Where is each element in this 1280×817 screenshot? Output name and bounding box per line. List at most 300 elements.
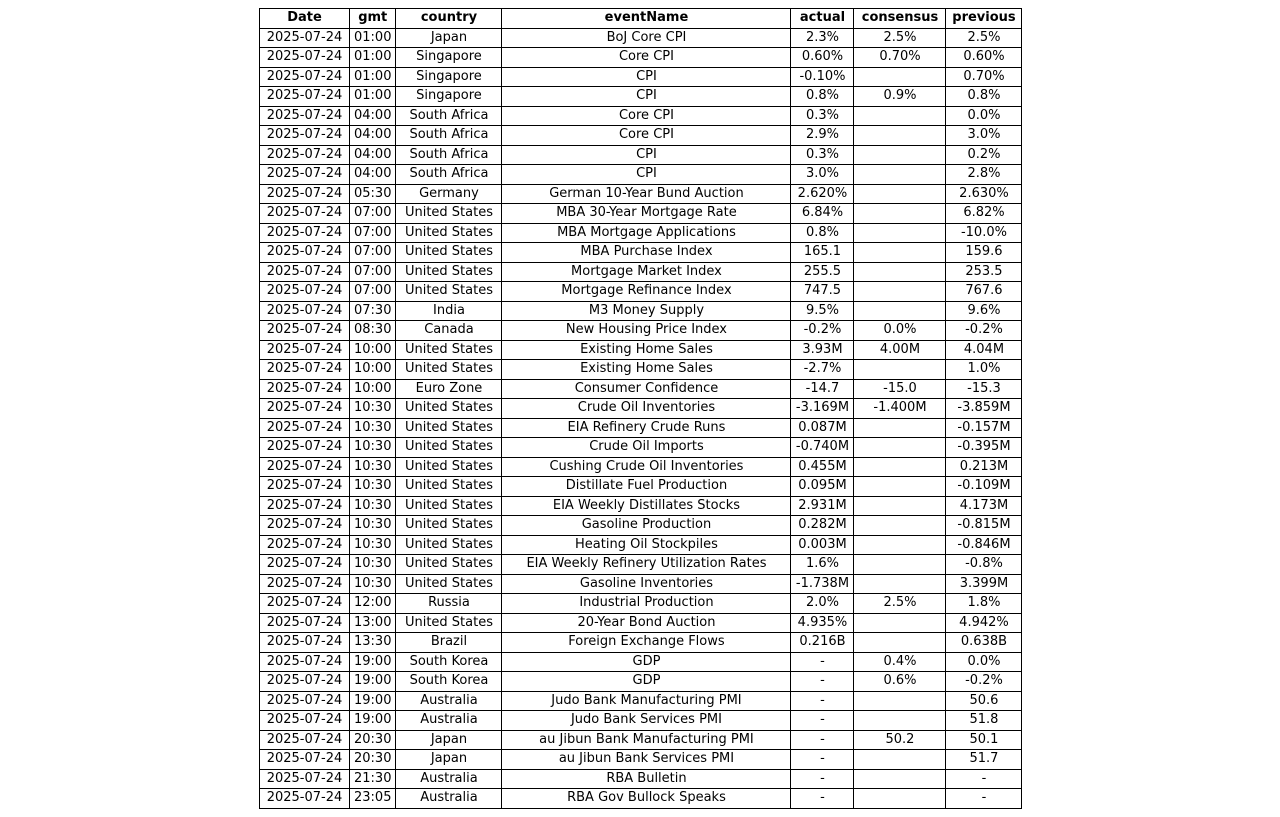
cell-actual: -2.7%: [791, 360, 854, 380]
cell-event-name: BoJ Core CPI: [502, 28, 791, 48]
cell-actual: 4.935%: [791, 613, 854, 633]
cell-date: 2025-07-24: [260, 184, 350, 204]
cell-actual: -0.10%: [791, 67, 854, 87]
cell-gmt: 19:00: [350, 711, 396, 731]
cell-actual: 3.0%: [791, 165, 854, 185]
cell-event-name: Judo Bank Manufacturing PMI: [502, 691, 791, 711]
cell-date: 2025-07-24: [260, 477, 350, 497]
cell-consensus: 4.00M: [854, 340, 946, 360]
cell-date: 2025-07-24: [260, 594, 350, 614]
cell-gmt: 19:00: [350, 691, 396, 711]
cell-actual: -: [791, 652, 854, 672]
cell-consensus: [854, 165, 946, 185]
cell-actual: 2.0%: [791, 594, 854, 614]
table-row: [260, 516, 1022, 536]
cell-previous: -0.8%: [946, 555, 1022, 575]
cell-date: 2025-07-24: [260, 711, 350, 731]
cell-event-name: Gasoline Production: [502, 516, 791, 536]
cell-gmt: 04:00: [350, 126, 396, 146]
table-row: [260, 555, 1022, 575]
cell-previous: 4.942%: [946, 613, 1022, 633]
cell-gmt: 01:00: [350, 67, 396, 87]
cell-consensus: [854, 262, 946, 282]
cell-country: Australia: [396, 789, 502, 809]
cell-event-name: MBA Purchase Index: [502, 243, 791, 263]
cell-country: Japan: [396, 730, 502, 750]
cell-event-name: CPI: [502, 165, 791, 185]
cell-date: 2025-07-24: [260, 769, 350, 789]
cell-previous: 0.0%: [946, 106, 1022, 126]
cell-country: Germany: [396, 184, 502, 204]
cell-event-name: MBA 30-Year Mortgage Rate: [502, 204, 791, 224]
table-row: [260, 126, 1022, 146]
cell-country: United States: [396, 496, 502, 516]
cell-actual: 2.9%: [791, 126, 854, 146]
cell-gmt: 01:00: [350, 28, 396, 48]
cell-date: 2025-07-24: [260, 789, 350, 809]
cell-previous: 3.399M: [946, 574, 1022, 594]
cell-event-name: Core CPI: [502, 48, 791, 68]
table-row: [260, 243, 1022, 263]
cell-gmt: 10:30: [350, 535, 396, 555]
cell-previous: -0.395M: [946, 438, 1022, 458]
cell-date: 2025-07-24: [260, 243, 350, 263]
cell-previous: -: [946, 789, 1022, 809]
cell-consensus: [854, 750, 946, 770]
cell-previous: -0.846M: [946, 535, 1022, 555]
cell-previous: -3.859M: [946, 399, 1022, 419]
cell-gmt: 10:00: [350, 340, 396, 360]
cell-country: Russia: [396, 594, 502, 614]
table-row: [260, 262, 1022, 282]
cell-country: United States: [396, 223, 502, 243]
table-row: [260, 652, 1022, 672]
cell-actual: 0.8%: [791, 87, 854, 107]
cell-gmt: 10:30: [350, 399, 396, 419]
cell-event-name: Industrial Production: [502, 594, 791, 614]
cell-date: 2025-07-24: [260, 418, 350, 438]
cell-actual: -0.2%: [791, 321, 854, 341]
cell-country: South Africa: [396, 145, 502, 165]
cell-previous: 0.60%: [946, 48, 1022, 68]
header-event-name: eventName: [502, 9, 791, 29]
cell-consensus: 2.5%: [854, 594, 946, 614]
cell-consensus: [854, 360, 946, 380]
cell-consensus: 0.70%: [854, 48, 946, 68]
cell-date: 2025-07-24: [260, 262, 350, 282]
cell-country: Singapore: [396, 48, 502, 68]
cell-previous: 2.630%: [946, 184, 1022, 204]
cell-actual: 9.5%: [791, 301, 854, 321]
cell-event-name: Gasoline Inventories: [502, 574, 791, 594]
cell-consensus: [854, 204, 946, 224]
cell-country: Canada: [396, 321, 502, 341]
cell-event-name: Cushing Crude Oil Inventories: [502, 457, 791, 477]
cell-actual: -: [791, 672, 854, 692]
cell-gmt: 07:00: [350, 223, 396, 243]
cell-event-name: GDP: [502, 652, 791, 672]
cell-actual: -1.738M: [791, 574, 854, 594]
cell-consensus: [854, 243, 946, 263]
cell-previous: 1.0%: [946, 360, 1022, 380]
cell-country: United States: [396, 516, 502, 536]
cell-gmt: 07:30: [350, 301, 396, 321]
table-row: [260, 496, 1022, 516]
table-row: [260, 477, 1022, 497]
cell-event-name: Mortgage Refinance Index: [502, 282, 791, 302]
table-body: [260, 28, 1022, 808]
table-row: [260, 145, 1022, 165]
cell-country: United States: [396, 360, 502, 380]
cell-gmt: 08:30: [350, 321, 396, 341]
header-country: country: [396, 9, 502, 29]
cell-previous: 1.8%: [946, 594, 1022, 614]
cell-gmt: 07:00: [350, 282, 396, 302]
cell-country: South Africa: [396, 126, 502, 146]
cell-gmt: 10:30: [350, 516, 396, 536]
cell-gmt: 10:30: [350, 418, 396, 438]
cell-event-name: German 10-Year Bund Auction: [502, 184, 791, 204]
cell-date: 2025-07-24: [260, 87, 350, 107]
cell-actual: 0.087M: [791, 418, 854, 438]
cell-event-name: New Housing Price Index: [502, 321, 791, 341]
cell-gmt: 19:00: [350, 652, 396, 672]
cell-date: 2025-07-24: [260, 126, 350, 146]
cell-country: Brazil: [396, 633, 502, 653]
cell-consensus: [854, 769, 946, 789]
table-row: [260, 165, 1022, 185]
cell-previous: 50.1: [946, 730, 1022, 750]
cell-event-name: EIA Weekly Refinery Utilization Rates: [502, 555, 791, 575]
cell-date: 2025-07-24: [260, 730, 350, 750]
cell-consensus: [854, 535, 946, 555]
cell-consensus: [854, 477, 946, 497]
cell-country: Euro Zone: [396, 379, 502, 399]
cell-gmt: 10:00: [350, 360, 396, 380]
table-row: [260, 67, 1022, 87]
cell-previous: 4.173M: [946, 496, 1022, 516]
table-row: [260, 48, 1022, 68]
cell-date: 2025-07-24: [260, 496, 350, 516]
cell-country: South Africa: [396, 106, 502, 126]
header-previous: previous: [946, 9, 1022, 29]
cell-consensus: -1.400M: [854, 399, 946, 419]
cell-previous: 253.5: [946, 262, 1022, 282]
cell-actual: 255.5: [791, 262, 854, 282]
cell-event-name: Core CPI: [502, 126, 791, 146]
cell-event-name: CPI: [502, 87, 791, 107]
cell-date: 2025-07-24: [260, 282, 350, 302]
cell-actual: 3.93M: [791, 340, 854, 360]
cell-gmt: 19:00: [350, 672, 396, 692]
cell-date: 2025-07-24: [260, 633, 350, 653]
cell-gmt: 12:00: [350, 594, 396, 614]
cell-actual: -14.7: [791, 379, 854, 399]
cell-date: 2025-07-24: [260, 28, 350, 48]
cell-previous: 0.638B: [946, 633, 1022, 653]
cell-date: 2025-07-24: [260, 438, 350, 458]
cell-gmt: 10:30: [350, 496, 396, 516]
table-row: [260, 594, 1022, 614]
cell-gmt: 10:30: [350, 574, 396, 594]
cell-date: 2025-07-24: [260, 691, 350, 711]
table-row: [260, 223, 1022, 243]
cell-previous: 0.8%: [946, 87, 1022, 107]
cell-consensus: [854, 438, 946, 458]
cell-event-name: Foreign Exchange Flows: [502, 633, 791, 653]
cell-actual: -: [791, 750, 854, 770]
cell-consensus: [854, 301, 946, 321]
cell-gmt: 07:00: [350, 262, 396, 282]
cell-consensus: [854, 711, 946, 731]
cell-actual: 2.620%: [791, 184, 854, 204]
cell-country: United States: [396, 613, 502, 633]
table-row: [260, 633, 1022, 653]
table-row: [260, 204, 1022, 224]
cell-event-name: Heating Oil Stockpiles: [502, 535, 791, 555]
cell-country: Australia: [396, 691, 502, 711]
cell-event-name: M3 Money Supply: [502, 301, 791, 321]
cell-date: 2025-07-24: [260, 165, 350, 185]
table-row: [260, 574, 1022, 594]
cell-gmt: 13:30: [350, 633, 396, 653]
cell-gmt: 20:30: [350, 750, 396, 770]
cell-consensus: [854, 418, 946, 438]
cell-event-name: CPI: [502, 67, 791, 87]
table-row: [260, 399, 1022, 419]
cell-country: United States: [396, 282, 502, 302]
header-actual: actual: [791, 9, 854, 29]
cell-date: 2025-07-24: [260, 301, 350, 321]
cell-event-name: Consumer Confidence: [502, 379, 791, 399]
table-row: [260, 301, 1022, 321]
table-row: [260, 282, 1022, 302]
cell-previous: 6.82%: [946, 204, 1022, 224]
cell-event-name: Mortgage Market Index: [502, 262, 791, 282]
cell-country: Australia: [396, 769, 502, 789]
table-row: [260, 321, 1022, 341]
cell-country: Singapore: [396, 67, 502, 87]
cell-previous: -0.109M: [946, 477, 1022, 497]
cell-actual: 0.095M: [791, 477, 854, 497]
cell-consensus: [854, 633, 946, 653]
cell-consensus: 0.6%: [854, 672, 946, 692]
cell-consensus: [854, 457, 946, 477]
cell-previous: 4.04M: [946, 340, 1022, 360]
cell-actual: 0.003M: [791, 535, 854, 555]
cell-event-name: Core CPI: [502, 106, 791, 126]
cell-gmt: 10:00: [350, 379, 396, 399]
table-row: [260, 672, 1022, 692]
table-row: [260, 379, 1022, 399]
cell-country: United States: [396, 262, 502, 282]
cell-date: 2025-07-24: [260, 516, 350, 536]
cell-date: 2025-07-24: [260, 48, 350, 68]
cell-event-name: Distillate Fuel Production: [502, 477, 791, 497]
cell-consensus: [854, 67, 946, 87]
header-row: [260, 9, 1022, 29]
table-row: [260, 730, 1022, 750]
economic-calendar-table: [259, 8, 1022, 809]
cell-consensus: [854, 555, 946, 575]
table-header: [260, 9, 1022, 29]
cell-previous: 2.8%: [946, 165, 1022, 185]
cell-consensus: 50.2: [854, 730, 946, 750]
cell-country: United States: [396, 535, 502, 555]
table-row: [260, 711, 1022, 731]
cell-consensus: [854, 223, 946, 243]
cell-actual: 1.6%: [791, 555, 854, 575]
cell-event-name: MBA Mortgage Applications: [502, 223, 791, 243]
cell-country: United States: [396, 574, 502, 594]
cell-country: United States: [396, 555, 502, 575]
cell-country: United States: [396, 418, 502, 438]
cell-gmt: 10:30: [350, 555, 396, 575]
cell-country: United States: [396, 399, 502, 419]
cell-event-name: EIA Refinery Crude Runs: [502, 418, 791, 438]
cell-event-name: RBA Bulletin: [502, 769, 791, 789]
table-row: [260, 340, 1022, 360]
cell-consensus: [854, 574, 946, 594]
cell-country: United States: [396, 457, 502, 477]
cell-gmt: 13:00: [350, 613, 396, 633]
cell-country: Australia: [396, 711, 502, 731]
cell-actual: 0.282M: [791, 516, 854, 536]
cell-date: 2025-07-24: [260, 360, 350, 380]
cell-actual: 0.216B: [791, 633, 854, 653]
cell-gmt: 01:00: [350, 87, 396, 107]
cell-event-name: Crude Oil Inventories: [502, 399, 791, 419]
cell-gmt: 05:30: [350, 184, 396, 204]
cell-actual: -3.169M: [791, 399, 854, 419]
cell-actual: -: [791, 691, 854, 711]
cell-previous: -15.3: [946, 379, 1022, 399]
cell-previous: 51.7: [946, 750, 1022, 770]
cell-previous: 0.213M: [946, 457, 1022, 477]
table-row: [260, 789, 1022, 809]
cell-previous: -10.0%: [946, 223, 1022, 243]
cell-consensus: [854, 145, 946, 165]
cell-gmt: 07:00: [350, 204, 396, 224]
cell-consensus: [854, 184, 946, 204]
cell-previous: -0.2%: [946, 672, 1022, 692]
cell-date: 2025-07-24: [260, 574, 350, 594]
cell-event-name: Existing Home Sales: [502, 360, 791, 380]
cell-consensus: 0.0%: [854, 321, 946, 341]
cell-event-name: Existing Home Sales: [502, 340, 791, 360]
cell-previous: -0.815M: [946, 516, 1022, 536]
cell-consensus: [854, 516, 946, 536]
cell-actual: 0.3%: [791, 106, 854, 126]
table-row: [260, 360, 1022, 380]
cell-date: 2025-07-24: [260, 652, 350, 672]
cell-date: 2025-07-24: [260, 750, 350, 770]
cell-event-name: 20-Year Bond Auction: [502, 613, 791, 633]
cell-previous: -0.2%: [946, 321, 1022, 341]
cell-previous: 159.6: [946, 243, 1022, 263]
cell-date: 2025-07-24: [260, 340, 350, 360]
cell-gmt: 04:00: [350, 165, 396, 185]
cell-actual: 165.1: [791, 243, 854, 263]
header-date: Date: [260, 9, 350, 29]
cell-date: 2025-07-24: [260, 379, 350, 399]
cell-date: 2025-07-24: [260, 613, 350, 633]
cell-country: South Korea: [396, 652, 502, 672]
cell-actual: -: [791, 769, 854, 789]
cell-country: United States: [396, 204, 502, 224]
table-row: [260, 691, 1022, 711]
table-row: [260, 613, 1022, 633]
cell-date: 2025-07-24: [260, 399, 350, 419]
cell-gmt: 07:00: [350, 243, 396, 263]
cell-date: 2025-07-24: [260, 106, 350, 126]
cell-event-name: GDP: [502, 672, 791, 692]
cell-country: Singapore: [396, 87, 502, 107]
cell-date: 2025-07-24: [260, 321, 350, 341]
cell-consensus: 0.4%: [854, 652, 946, 672]
cell-event-name: RBA Gov Bullock Speaks: [502, 789, 791, 809]
table-row: [260, 87, 1022, 107]
cell-consensus: [854, 282, 946, 302]
cell-gmt: 04:00: [350, 106, 396, 126]
cell-country: United States: [396, 243, 502, 263]
header-gmt: gmt: [350, 9, 396, 29]
table-row: [260, 438, 1022, 458]
table-row: [260, 28, 1022, 48]
cell-actual: 2.3%: [791, 28, 854, 48]
cell-country: United States: [396, 438, 502, 458]
cell-country: United States: [396, 477, 502, 497]
table-row: [260, 418, 1022, 438]
cell-actual: 0.60%: [791, 48, 854, 68]
cell-actual: 6.84%: [791, 204, 854, 224]
cell-actual: 0.455M: [791, 457, 854, 477]
cell-gmt: 10:30: [350, 438, 396, 458]
cell-event-name: EIA Weekly Distillates Stocks: [502, 496, 791, 516]
table-row: [260, 769, 1022, 789]
cell-actual: 0.3%: [791, 145, 854, 165]
cell-actual: -: [791, 789, 854, 809]
cell-gmt: 20:30: [350, 730, 396, 750]
cell-previous: -0.157M: [946, 418, 1022, 438]
cell-consensus: [854, 106, 946, 126]
table-row: [260, 750, 1022, 770]
cell-previous: 767.6: [946, 282, 1022, 302]
cell-date: 2025-07-24: [260, 672, 350, 692]
cell-consensus: 2.5%: [854, 28, 946, 48]
cell-previous: 0.2%: [946, 145, 1022, 165]
cell-country: South Korea: [396, 672, 502, 692]
cell-gmt: 10:30: [350, 477, 396, 497]
cell-actual: -: [791, 711, 854, 731]
cell-event-name: Crude Oil Imports: [502, 438, 791, 458]
cell-previous: 50.6: [946, 691, 1022, 711]
cell-consensus: [854, 613, 946, 633]
cell-consensus: [854, 126, 946, 146]
cell-consensus: -15.0: [854, 379, 946, 399]
cell-country: Japan: [396, 28, 502, 48]
cell-gmt: 04:00: [350, 145, 396, 165]
cell-previous: 0.0%: [946, 652, 1022, 672]
cell-gmt: 21:30: [350, 769, 396, 789]
cell-consensus: [854, 789, 946, 809]
cell-date: 2025-07-24: [260, 223, 350, 243]
cell-gmt: 23:05: [350, 789, 396, 809]
cell-previous: 0.70%: [946, 67, 1022, 87]
cell-country: South Africa: [396, 165, 502, 185]
cell-previous: 3.0%: [946, 126, 1022, 146]
cell-country: United States: [396, 340, 502, 360]
